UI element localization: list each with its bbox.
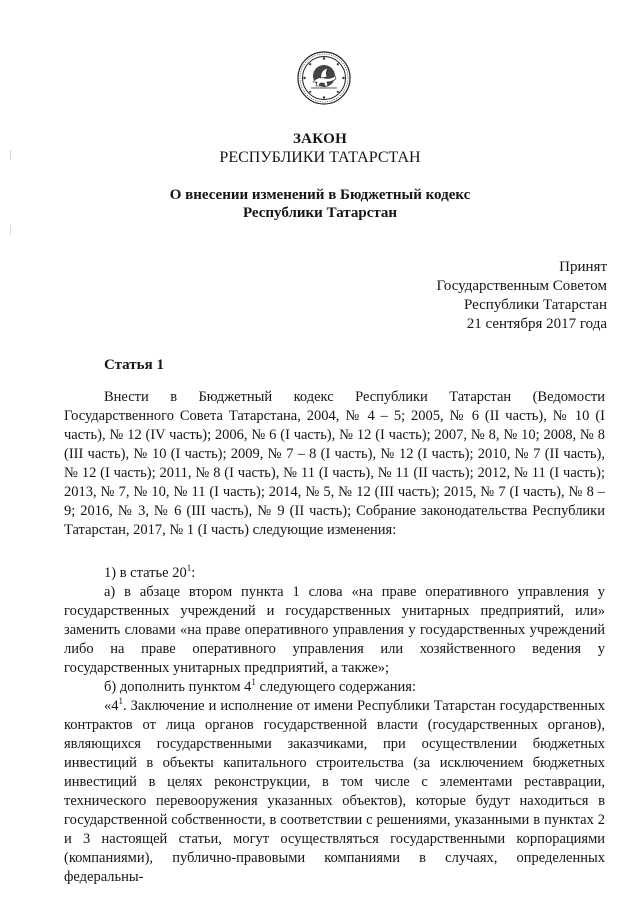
tatarstan-coat-of-arms-icon: [297, 51, 351, 105]
amendment-item-a: а) в абзаце втором пункта 1 слова «на праве оперативного управления у государственных учреждений и государственных унитарных предприятий, или» заменить словами «на праве оперативного управления у государственных учреждений либо на праве оперативного управления или хозяйственного ведения у государственных унитарных предприятий, а также»;: [64, 584, 605, 676]
article-title: Статья 1: [104, 357, 164, 373]
new-clause-text: «$4^1$. Заключение и исполнение от имени Республики Татарстан государственных контрактов от лица органов государственной власти (государственных органов), являющихся государственными заказчиками, при осуществлении бюджетных инвестиций в объекты капитального строительства (за исключением бюджетных инвестиций в целях реконструкции, в том числе с элементами реставрации, технического перевооружения указанных объектов), которые будут находиться в государственной собственности, в соответствии с решениями, указанными в пунктах 2 и 3 настоящей статьи, могут осуществляться государственными корпорациями (компаниями), публично-правовыми компаниями в случаях, определенных федеральны-: [64, 696, 605, 885]
adopted-line-2: Государственным Советом: [436, 278, 607, 294]
document-heading: [0, 186, 640, 222]
heading-line-1: О внесении изменений в Бюджетный кодекс: [169, 187, 471, 203]
document-title: ЗАКОН: [292, 131, 348, 147]
adoption-block: [437, 258, 608, 334]
heading-line-2: Республики Татарстан: [242, 205, 398, 221]
scan-mark: [10, 225, 11, 235]
adoption-date: 21 сентября 2017 года: [466, 316, 607, 332]
adopted-line-1: Принят: [559, 259, 607, 275]
amendments-list: [64, 564, 605, 887]
amendment-item-b: б) дополнить пунктом $4^1$ следующего содержания:: [104, 677, 416, 695]
amendment-item-1: 1) в статье $20^1$:: [104, 563, 196, 581]
adopted-line-3: Республики Татарстан: [463, 297, 607, 313]
document-subtitle: РЕСПУБЛИКИ ТАТАРСТАН: [219, 149, 421, 166]
article-intro-paragraph: Внести в Бюджетный кодекс Республики Татарстан (Ведомости Государственного Совета Татарстана, 2004, № 4 – 5; 2005, № 6 (II часть), № 10 (I часть), № 12 (IV часть); 2006, № 6 (I часть), № 12 (I часть); 2007, № 8, № 10; 2008, № 8 (III часть), № 10 (I часть); 2009, № 7 – 8 (I часть), № 12 (I часть); 2010, № 7 (II часть), № 12 (I часть); 2011, № 8 (I часть), № 11 (I часть), № 11 (II часть); 2012, № 11 (I часть); 2013, № 7, № 10, № 11 (I часть); 2014, № 5, № 12 (III часть); 2015, № 7 (I часть), № 8 – 9; 2016, № 3, № 6 (III часть), № 9 (II часть); Собрание законодательства Республики Татарстан, 2017, № 1 (I часть) следующие изменения:: [64, 389, 605, 538]
